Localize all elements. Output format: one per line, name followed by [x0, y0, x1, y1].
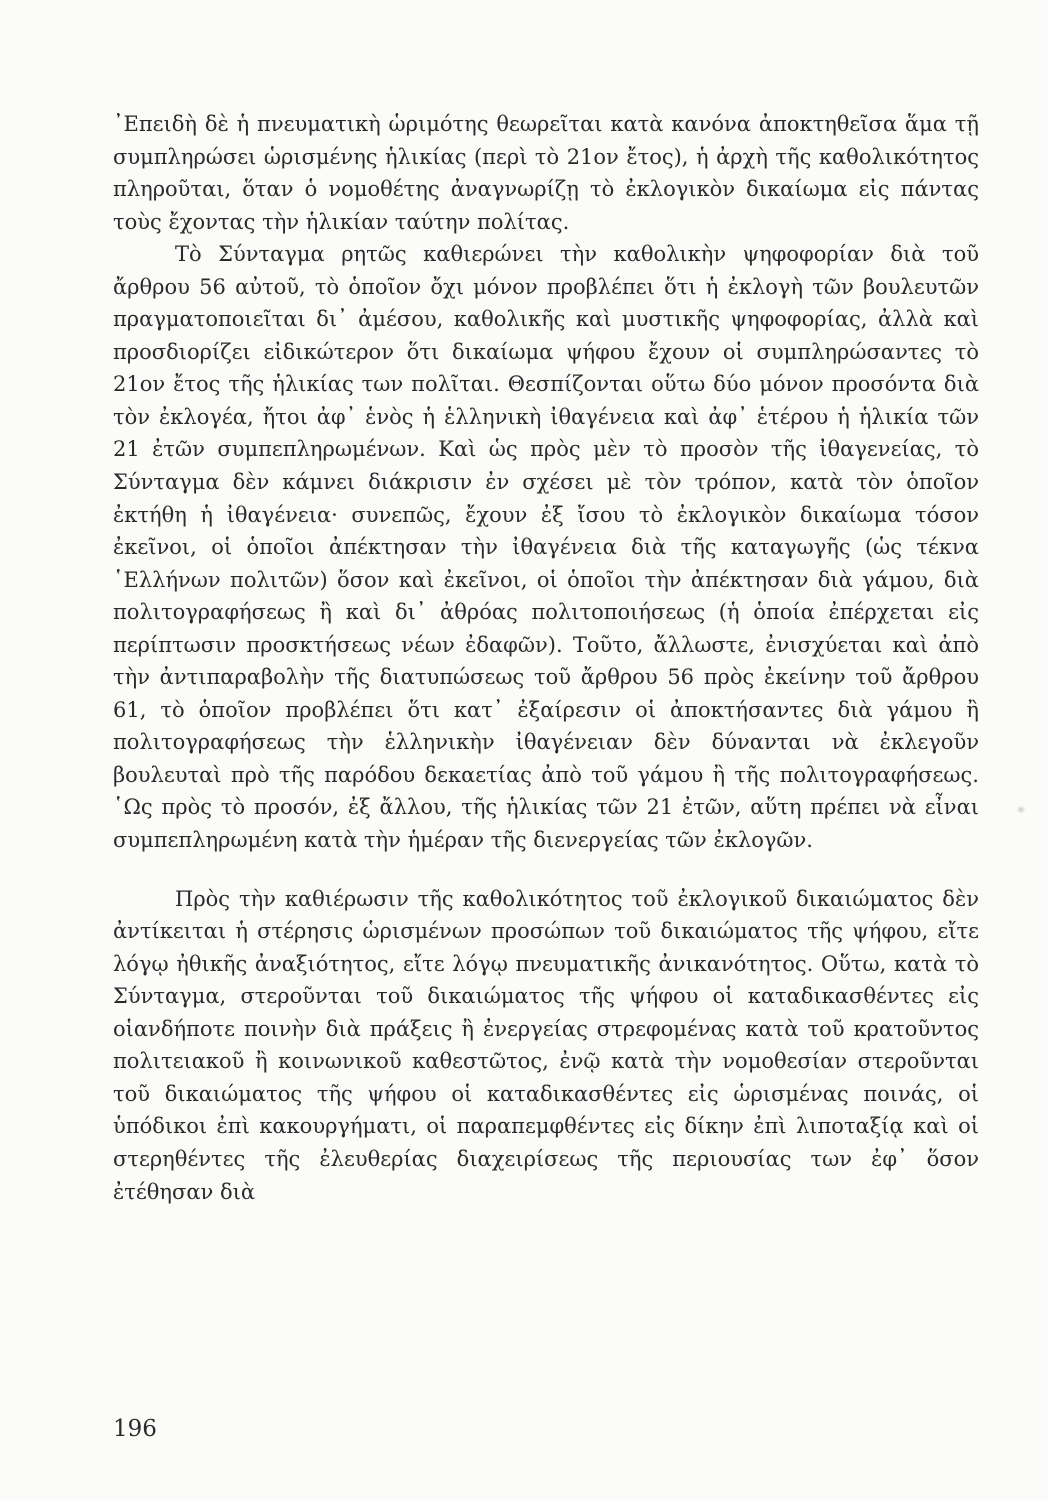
paragraph-2: Τὸ Σύνταγμα ρητῶς καθιερώνει τὴν καθολικὴν ψηφοφορίαν διὰ τοῦ ἄρθρου 56 αὐτοῦ, τὸ ὁποῖον ὄχι μόνον προβλέπει ὅτι ἡ ἐκλογὴ τῶν βουλευτῶν πραγματοποιεῖται δι᾿ ἀμέσου, καθολικῆς καὶ μυστικῆς ψηφοφορίας, ἀλλὰ καὶ προσδιορίζει εἰδικώτερον ὅτι δικαίωμα ψήφου ἔχουν οἱ συμπληρώσαντες τὸ 21ον ἔτος τῆς ἡλικίας των πολῖται. Θεσπίζονται οὕτω δύο μόνον προσόντα διὰ τὸν ἐκλογέα, ἤτοι ἀφ᾿ ἑνὸς ἡ ἑλληνικὴ ἰθαγένεια καὶ ἀφ᾿ ἑτέρου ἡ ἡλικία τῶν 21 ἐτῶν συμπεπληρωμένων. Καὶ ὡς πρὸς μὲν τὸ προσὸν τῆς ἰθαγενείας, τὸ Σύνταγμα δὲν κάμνει διάκρισιν ἐν σχέσει μὲ τὸν τρόπον, κατὰ τὸν ὁποῖον ἐκτήθη ἡ ἰθαγένεια· συνεπῶς, ἔχουν ἐξ ἴσου τὸ ἐκλογικὸν δικαίωμα τόσον ἐκεῖνοι, οἱ ὁποῖοι ἀπέκτησαν τὴν ἰθαγένεια διὰ τῆς καταγωγῆς (ὡς τέκνα ῾Ελλήνων πολιτῶν) ὅσον καὶ ἐκεῖνοι, οἱ ὁποῖοι τὴν ἀπέκτησαν διὰ γάμου, διὰ πολιτογραφήσεως ἢ καὶ δι᾿ ἀθρόας πολιτοποιήσεως (ἡ ὁποία ἐπέρχεται εἰς περίπτωσιν προσκτήσεως νέων ἐδαφῶν). Τοῦτο, ἄλλωστε, ἐνισχύεται καὶ ἀπὸ τὴν ἀντιπαραβολὴν τῆς διατυπώσεως τοῦ ἄρθρου 56 πρὸς ἐκείνην τοῦ ἄρθρου 61, τὸ ὁποῖον προβλέπει ὅτι κατ᾿ ἐξαίρεσιν οἱ ἀποκτήσαντες διὰ γάμου ἢ πολιτογραφήσεως τὴν ἑλληνικὴν ἰθαγένειαν δὲν δύνανται νὰ ἐκλεγοῦν βουλευταὶ πρὸ τῆς παρόδου δεκαετίας ἀπὸ τοῦ γάμου ἢ τῆς πολιτογραφήσεως. ῾Ως πρὸς τὸ προσόν, ἐξ ἄλλου, τῆς ἡλικίας τῶν 21 ἐτῶν, αὕτη πρέπει νὰ εἶναι συμπεπληρωμένη κατὰ τὴν ἡμέραν τῆς διενεργείας τῶν ἐκλογῶν.: [113, 242, 979, 853]
paragraph-3: Πρὸς τὴν καθιέρωσιν τῆς καθολικότητος τοῦ ἐκλογικοῦ δικαιώματος δὲν ἀντίκειται ἡ στέρησις ὡρισμένων προσώπων τοῦ δικαιώματος τῆς ψήφου, εἴτε λόγῳ ἠθικῆς ἀναξιότητος, εἴτε λόγῳ πνευματικῆς ἀνικανότητος. Οὕτω, κατὰ τὸ Σύνταγμα, στεροῦνται τοῦ δικαιώματος τῆς ψήφου οἱ καταδικασθέντες εἰς οἱανδήποτε ποινὴν διὰ πράξεις ἢ ἐνεργείας στρεφομένας κατὰ τοῦ κρατοῦντος πολιτειακοῦ ἢ κοινωνικοῦ καθεστῶτος, ἐνῷ κατὰ τὴν νομοθεσίαν στεροῦνται τοῦ δικαιώματος τῆς ψήφου οἱ καταδικασθέντες εἰς ὡρισμένας ποινάς, οἱ ὑπόδικοι ἐπὶ κακουργήματι, οἱ παραπεμφθέντες εἰς δίκην ἐπὶ λιποταξίᾳ καὶ οἱ στερηθέντες τῆς ἐλευθερίας διαχειρίσεως τῆς περιουσίας των ἐφ᾿ ὅσον ἐτέθησαν διὰ: [113, 886, 979, 1204]
page-number: 196: [113, 1416, 157, 1442]
ink-smudge-mark: [1016, 806, 1026, 813]
paragraph-1: ᾿Επειδὴ δὲ ἡ πνευματικὴ ὡριμότης θεωρεῖται κατὰ κανόνα ἀποκτηθεῖσα ἅμα τῇ συμπληρώσει ὡρισμένης ἡλικίας (περὶ τὸ 21ον ἔτος), ἡ ἀρχὴ τῆς καθολικότητος πληροῦται, ὅταν ὁ νομοθέτης ἀναγνωρίζῃ τὸ ἐκλογικὸν δικαίωμα εἰς πάντας τοὺς ἔχοντας τὴν ἡλικίαν ταύτην πολίτας.: [113, 112, 979, 234]
body-text: [113, 108, 979, 1208]
